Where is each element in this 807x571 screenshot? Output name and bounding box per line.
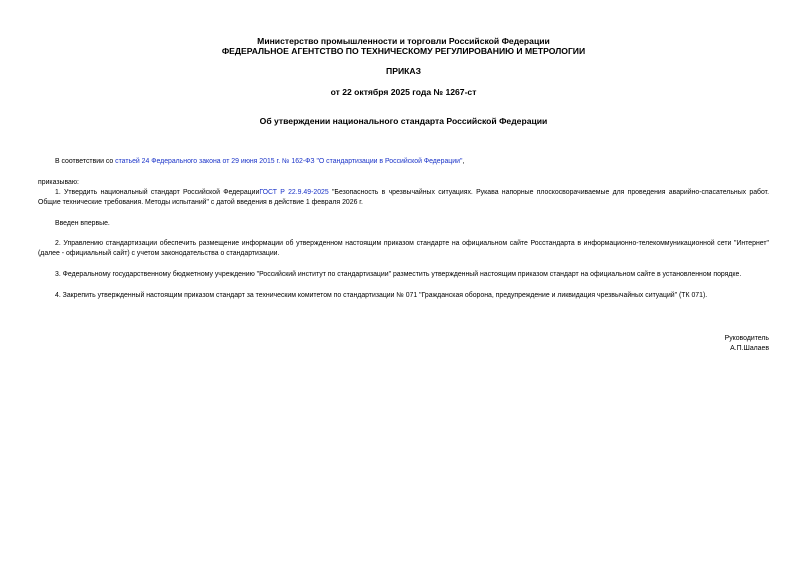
intro-prefix: В соответствии со — [55, 158, 116, 165]
ministry-title: Министерство промышленности и торговли Российской Федерации — [257, 36, 550, 46]
item-1-prefix: 1. Утвердить национальный стандарт Российской Федерации — [55, 189, 260, 196]
item-3-paragraph: 3. Федеральному государственному бюджетному учреждению "Российский институт по стандартизации" разместить утвержденный настоящим приказом стандарт на официальном сайте в установленном порядке. — [55, 271, 742, 278]
order-word: приказываю: — [38, 179, 79, 186]
item-1-paragraph — [38, 188, 769, 208]
gost-standard-link[interactable]: ГОСТ Р 22.9.49-2025 — [259, 189, 329, 196]
signature-title: Руководитель — [724, 335, 769, 342]
item-1-suffix: "Безопасность в чрезвычайных ситуациях. Рукава напорные плоскосворачиваемые для проведения аварийно-спасательных работ. Общие технические требования. Методы испытаний" с датой введения в действие 1 февраля 2026 г. — [38, 189, 769, 206]
document-type: ПРИКАЗ — [386, 66, 421, 76]
agency-title: ФЕДЕРАЛЬНОЕ АГЕНТСТВО ПО ТЕХНИЧЕСКОМУ РЕГУЛИРОВАНИЮ И МЕТРОЛОГИИ — [221, 46, 586, 56]
first-introduced-note: Введен впервые. — [55, 220, 110, 227]
intro-suffix: , — [462, 158, 465, 165]
item-2-paragraph: 2. Управлению стандартизации обеспечить размещение информации об утвержденном настоящим приказом стандарте на официальном сайте Росстандарта в информационно-телекоммуникационной сети "Интернет" (далее - официальный сайт) с учетом законодательства о стандартизации. — [38, 240, 769, 257]
intro-paragraph — [38, 157, 769, 167]
document-date-number: от 22 октября 2025 года № 1267-ст — [330, 87, 477, 97]
item-4-paragraph: 4. Закрепить утвержденный настоящим приказом стандарт за техническим комитетом по стандартизации № 071 "Гражданская оборона, предупреждение и ликвидация чрезвычайных ситуаций" (ТК 071). — [55, 292, 708, 299]
law-article-link[interactable]: статьей 24 Федерального закона от 29 июня 2015 г. № 162-ФЗ "О стандартизации в Российской Федерации" — [115, 158, 463, 165]
signature-name: А.П.Шалаев — [730, 345, 769, 352]
document-subject: Об утверждении национального стандарта Российской Федерации — [259, 116, 548, 126]
